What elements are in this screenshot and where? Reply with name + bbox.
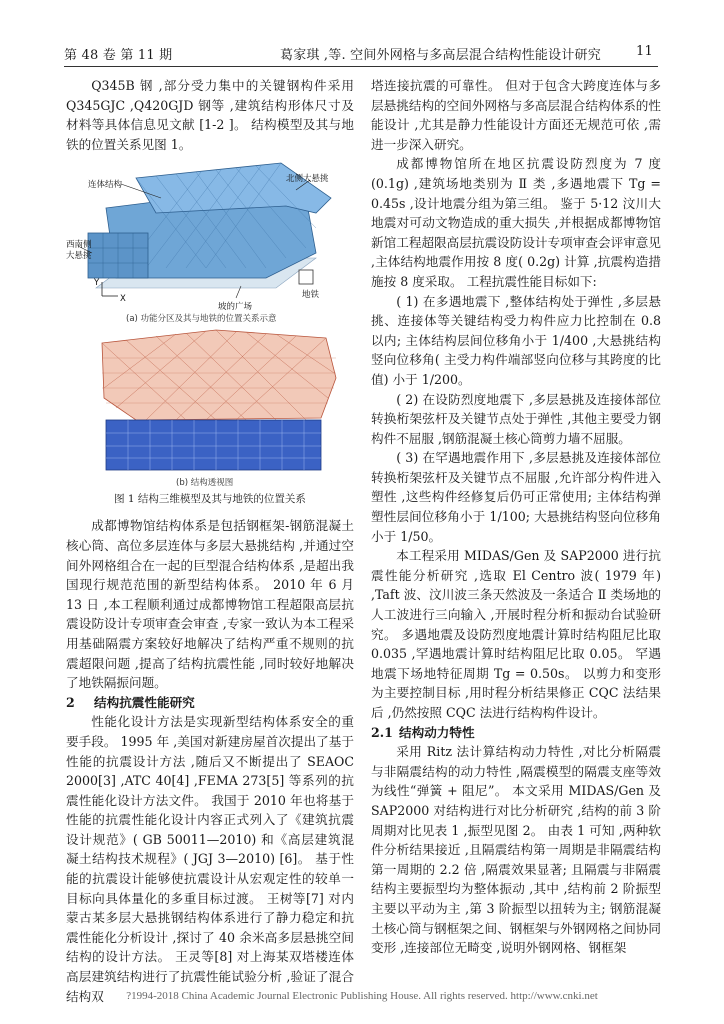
right-paragraph-7: 采用 Ritz 法计算结构动力特性 ,对比分析隔震与非隔震结构的动力特性 ,隔震模型的隔震支座等效为线性“弹簧 + 阻尼”。 本文采用 MIDAS/Gen 及 SAP2000 对结构进行对比分析研究 ,结构的前 3 阶周期对比见表 1 ,振型见图 2。 由表 1 可知 ,两种软件分析结果接近 ,且隔震结构第一周期是非隔震结构第一周期的 2.2 倍 ,隔震效果显著; 且隔震与非隔震结构主要振型均为整体振动 ,其中 ,结构前 2 阶振型主要以平动为主 ,第 3 阶振型以扭转为主; 钢筋混凝土核心筒与钢框架之间、钢框架与外钢网格之间协同变形 ,连接部位无畸变 ,说明外钢网格、钢框架 (371, 744, 661, 956)
label-connector: 连体结构 (88, 180, 123, 191)
right-paragraph-4: ( 2) 在设防烈度地震下 ,多层悬挑及连接体部位转换桁架弦杆及关键节点处于弹性 ,其他主要受力钢构件不屈服 ,钢筋混凝土核心筒剪力墙不屈服。 (371, 391, 661, 446)
label-metro: 地铁 (302, 290, 320, 301)
running-title: 葛家琪 ,等. 空间外网格与多高层混合结构性能设计研究 (280, 48, 601, 63)
section-2-1-number: 2.1 (371, 724, 393, 740)
section-2-heading (66, 693, 354, 713)
header-rule (64, 66, 658, 67)
section-2-number: 2 (66, 694, 75, 710)
right-paragraph-5: ( 3) 在罕遇地震作用下 ,多层悬挑及连接体部位转换桁架弦杆及关键节点不屈服 ,允许部分构件进入塑性 ,这些构件经修复后仍可正常使用; 主体结构弹塑性层间位移角小于 1/100; 大悬挑结构竖向位移角小于 1/50。 (371, 450, 661, 544)
left-column (66, 76, 354, 1006)
copyright-footer: ?1994-2018 China Academic Journal Electronic Publishing House. All rights reserved. http://www.cnki.net (126, 990, 598, 1002)
label-axis-x: X (120, 294, 126, 305)
page-number: 11 (636, 44, 653, 59)
subcaption-b: (b) 结构透视图 (176, 478, 234, 489)
right-paragraph-1: 塔连接抗震的可靠性。 但对于包含大跨度连体与多层悬挑结构的空间外网格与多高层混合结构体系的性能设计 ,尤其是静力性能设计方面还无规范可依 ,需进一步深入研究。 (371, 78, 661, 152)
label-southwest-cantilever: 大悬挑 (66, 251, 92, 262)
label-axis-y: Y (94, 278, 100, 289)
subcaption-a: (a) 功能分区及其与地铁的位置关系示意 (126, 314, 277, 325)
label-plaza: 坡的广场 (218, 302, 253, 313)
section-2-1-title: 结构动力特性 (399, 724, 475, 740)
label-north-cantilever: 北侧大悬挑 (286, 174, 329, 185)
right-column (371, 76, 661, 958)
figure-1 (66, 158, 354, 488)
figure-1b-model (102, 330, 336, 470)
right-paragraph-6: 本工程采用 MIDAS/Gen 及 SAP2000 进行抗震性能分析研究 ,选取 El Centro 波( 1979 年) ,Taft 波、汶川波三条天然波及一条适合 Ⅱ 类场地的人工波进行三向输入 ,开展时程分析和振动台试验研究。 多遇地震及设防烈度地震计算时结构阻尼比取 0.035 ,罕遇地震计算时结构阻尼比取 0.05。 罕遇地震下场地特征周期 Tg = 0.50s。 以剪力和变形为主要控制目标 ,用时程分析结果修正 CQC 法结果后 ,仍然按照 CQC 法进行结构构件设计。 (371, 548, 661, 720)
right-paragraph-3: ( 1) 在多遇地震下 ,整体结构处于弹性 ,多层悬挑、连接体等关键结构受力构件应力比控制在 0.8 以内; 主体结构层间位移角小于 1/400 ,大悬挑结构竖向位移角( 主受力构件端部竖向位移与其跨度的比值) 小于 1/200。 (371, 293, 661, 387)
section-2-1-heading (371, 723, 661, 743)
figure-1-caption: 图 1 结构三维模型及其与地铁的位置关系 (114, 493, 306, 506)
section-2-title: 结构抗震性能研究 (94, 694, 195, 710)
left-paragraph-2: 成都博物馆结构体系是包括钢框架-钢筋混凝土核心筒、高位多层连体与多层大悬挑结构 ,并通过空间外网格组合在一起的巨型混合结构体系 ,是超出我国现行规范范围的新型结构体系。 2010 年 6 月 13 日 ,本工程顺利通过成都博物馆工程超限高层抗震设防设计专项审查会审查 ,专家一致认为本工程采用基础隔震方案较好地解决了结构严重不规则的抗震超限问题 ,提高了结构抗震性能 ,同时较好地解决了地铁隔振问题。 (66, 518, 354, 691)
journal-volume: 第 48 卷 第 11 期 (64, 48, 173, 63)
right-paragraph-2: 成都博物馆所在地区抗震设防烈度为 7 度 (0.1g) ,建筑场地类别为 Ⅱ 类 ,多遇地震下 Tg = 0.45s ,设计地震分组为第三组。 鉴于 5·12 汶川大地震对可动文物造成的重大损失 ,并根据成都博物馆新馆工程超限高层抗震设防设计专项审查会评审意见 ,主体结构地震作用按 8 度( 0.2g) 计算 ,抗震构造措施按 8 度采取。 工程抗震性能目标如下: (371, 156, 661, 289)
label-southwest: 西南侧 (66, 240, 92, 251)
left-paragraph-3: 性能化设计方法是实现新型结构体系安全的重要手段。 1995 年 ,美国对新建房屋首次提出了基于性能的抗震设计方法 ,随后又不断提出了 SEAOC 2000[3] ,ATC 40[4] ,FEMA 273[5] 等系列的抗震性能化设计方法文件。 我国于 2010 年也将基于性能的抗震性能化设计内容正式列入了《建筑抗震设计规范》( GB 50011—2010) 和《高层建筑混凝土结构技术规程》( JGJ 3—2010) [6]。 基于性能的抗震设计能够使抗震设计从宏观定性的较单一目标向具体量化的多重目标过渡。 王树等[7] 对内蒙古某多层大悬挑钢结构体系进行了静力稳定和抗震性能化分析设计 ,探讨了 40 余米高多层悬挑空间结构的设计方法。 王灵等[8] 对上海某双塔楼连体高层建筑结构进行了抗震性能试验分析 ,验证了混合结构双 (66, 714, 354, 1004)
left-paragraph-1: Q345B 钢 ,部分受力集中的关键钢构件采用Q345GJC ,Q420GJD 钢等 ,建筑结构形体尺寸及材料等具体信息见文献 [1-2 ]。 结构模型及其与地铁的位置关系见图 1。 (66, 78, 354, 152)
